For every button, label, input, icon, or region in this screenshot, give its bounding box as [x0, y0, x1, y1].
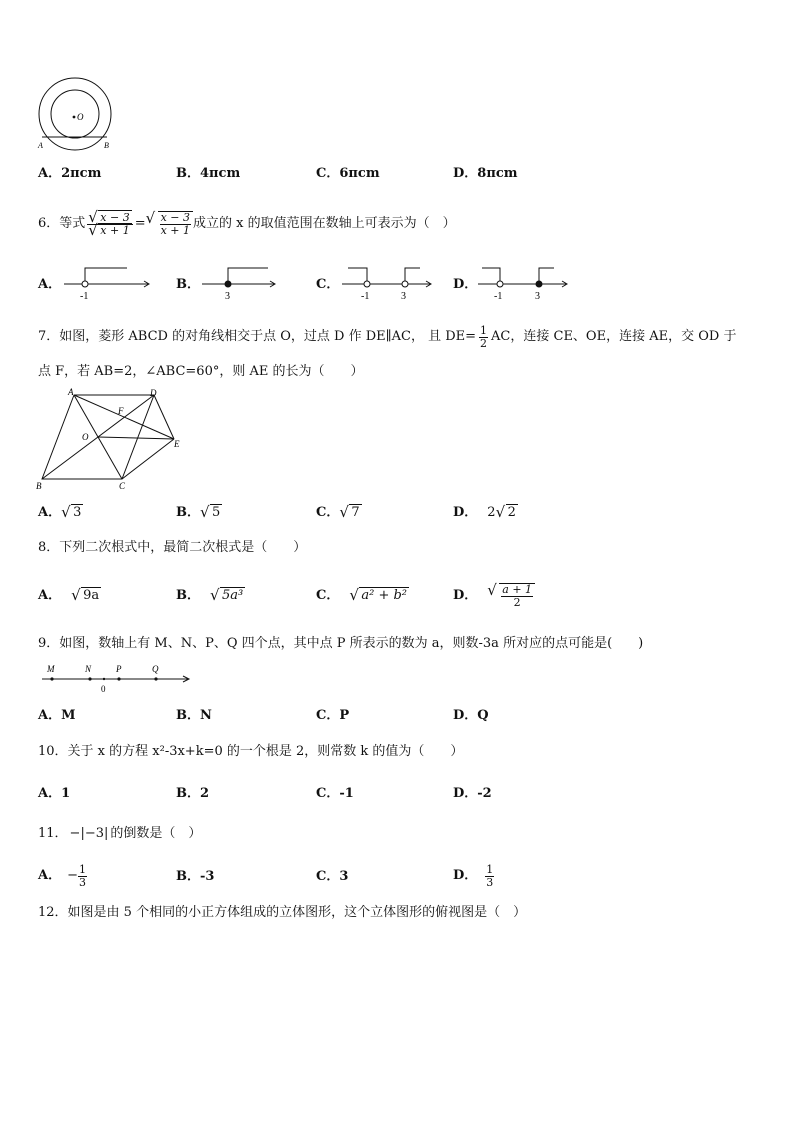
q8-stem: 8．下列二次根式中，最简二次根式是（ ）: [38, 540, 307, 555]
q5-option-a[interactable]: A．2πcm: [38, 166, 102, 181]
circle-figure: [34, 76, 120, 152]
point-m: M: [47, 664, 55, 674]
q9-option-a[interactable]: A．M: [38, 708, 76, 723]
q9-option-b[interactable]: B．N: [176, 708, 212, 723]
q11-expression: −|−3|: [69, 826, 109, 841]
q7-line1: [38, 320, 736, 354]
label-a: A: [38, 141, 43, 150]
fig-label-d: D: [150, 388, 157, 398]
q6-d-label1: -1: [494, 291, 503, 302]
rhombus-figure: [34, 386, 184, 496]
fig-label-b: B: [36, 481, 42, 491]
q6-d-label2: 3: [535, 291, 540, 302]
point-n: N: [85, 664, 92, 674]
q9-stem: 9．如图，数轴上有 M、N、P、Q 四个点，其中点 P 所表示的数为 a，则数-3a 所对应的点可能是( ): [38, 636, 644, 651]
q6-option-c[interactable]: C．: [316, 277, 340, 292]
q11-option-d[interactable]: D． $\frac{1}{3}$: [453, 862, 494, 889]
q7-line1-b: AC，连接 CE、OE，连接 AE，交 OD 于: [491, 329, 737, 344]
q8-option-a[interactable]: A． √ 9a: [38, 588, 101, 604]
label-b: B: [104, 141, 109, 150]
q8-option-c[interactable]: C． √ a² + b²: [316, 588, 409, 604]
q9-option-d[interactable]: D．Q: [453, 708, 489, 723]
q7-option-b[interactable]: B． √ 5: [176, 505, 222, 521]
q9-option-c[interactable]: C．P: [316, 708, 350, 723]
q6-numberline-a: [62, 262, 156, 302]
q10-stem: 10．关于 x 的方程 x²-3x+k=0 的一个根是 2，则常数 k 的值为（ ）: [38, 744, 464, 759]
q6-option-d[interactable]: D．: [453, 277, 478, 292]
q5-option-c[interactable]: C．6πcm: [316, 166, 380, 181]
label-o: O: [77, 112, 84, 122]
fig-label-e: E: [174, 439, 180, 449]
q7-line2: 点 F，若 AB=2，∠ABC=60°，则 AE 的长为（ ）: [38, 364, 364, 379]
q8-option-d[interactable]: D． √ $\frac{a + 1}{2}$: [453, 576, 535, 616]
q6-c-label1: -1: [361, 291, 370, 302]
q6-b-label: 3: [225, 291, 230, 302]
q6-a-label: -1: [80, 291, 89, 302]
q10-option-b[interactable]: B．2: [176, 786, 210, 801]
q8-option-b[interactable]: B． √ 5a³: [176, 588, 245, 604]
q7-option-c[interactable]: C． √ 7: [316, 505, 362, 521]
q10-option-d[interactable]: D．-2: [453, 786, 492, 801]
q7-line1-a: 7．如图，菱形 ABCD 的对角线相交于点 O，过点 D 作 DE∥AC， 且 DE=: [38, 329, 477, 344]
q9-numberline: [40, 660, 192, 696]
q7-option-a[interactable]: A． √ 3: [38, 505, 83, 521]
point-zero: 0: [101, 684, 106, 694]
q6-stem-suffix: 成立的 x 的取值范围在数轴上可表示为（ ）: [193, 216, 456, 231]
fig-label-o: O: [82, 432, 89, 442]
q6-numberline-c: [340, 262, 436, 302]
q5-option-d[interactable]: D．8πcm: [453, 166, 518, 181]
q7-option-d[interactable]: D． 2 √ 2: [453, 505, 518, 521]
fig-label-a: A: [68, 387, 74, 397]
q12-stem: 12．如图是由 5 个相同的小正方体组成的立体图形，这个立体图形的俯视图是（ ）: [38, 905, 527, 920]
q6-numberline-b: [200, 262, 280, 302]
q7-fraction: $\frac{1}{2}$: [480, 323, 488, 350]
q6-option-a[interactable]: A．: [38, 277, 62, 292]
q6-numberline-d: [476, 262, 572, 302]
q11-option-c[interactable]: C．3: [316, 869, 349, 884]
fig-label-c: C: [119, 481, 126, 491]
q10-option-a[interactable]: A．1: [38, 786, 71, 801]
q11-stem: 11． −|−3| 的倒数是（ ）: [38, 826, 202, 841]
q10-option-c[interactable]: C．-1: [316, 786, 354, 801]
q6-lhs-fraction: √ x − 3 √ x + 1: [87, 212, 132, 237]
fig-label-f: F: [118, 406, 124, 416]
q6-option-b[interactable]: B．: [176, 277, 200, 292]
q11-option-b[interactable]: B．-3: [176, 869, 215, 884]
point-q: Q: [152, 664, 159, 674]
q6-stem: 6．等式 √ x − 3 √ x + 1 = √ $\frac{x - 3}{x + 1}$ 成立的 x 的取值范围在数轴上可表示为（ ）: [38, 204, 456, 244]
q6-stem-prefix: 6．等式: [38, 216, 86, 231]
q6-c-label2: 3: [401, 291, 406, 302]
q5-option-b[interactable]: B．4πcm: [176, 166, 241, 181]
point-p: P: [116, 664, 122, 674]
q11-option-a[interactable]: A． − $\frac{1}{3}$: [38, 862, 86, 889]
q6-rhs-radical: √ $\frac{x - 3}{x + 1}$: [146, 211, 193, 237]
